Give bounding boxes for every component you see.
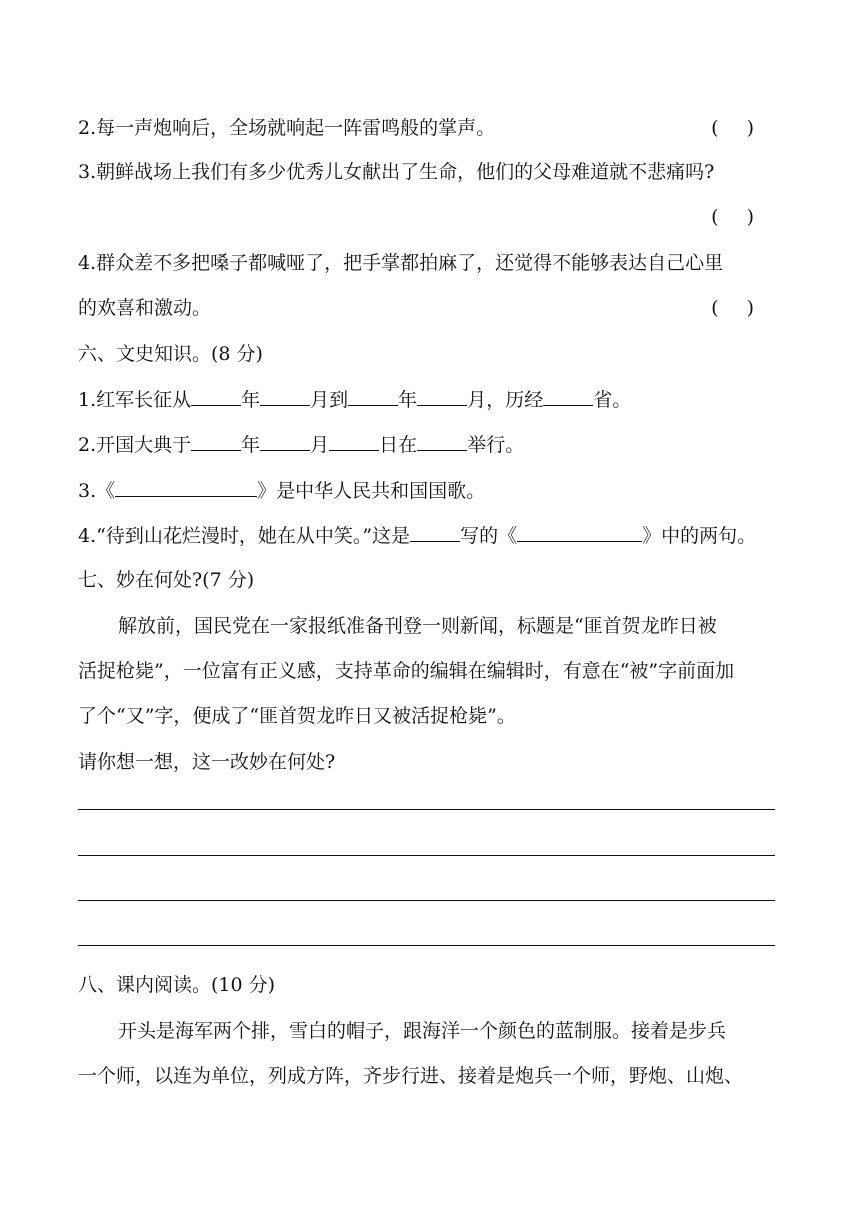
blank-ceremony-place[interactable]: [417, 432, 467, 451]
q6-2-text-a: 2.开国大典于: [78, 434, 192, 456]
blank-anthem-title[interactable]: [115, 478, 257, 497]
question-6-4: [78, 523, 782, 548]
section-6-heading: 六、文史知识。(8 分): [78, 343, 263, 365]
blank-ceremony-year[interactable]: [191, 432, 241, 451]
q6-4-text-c: 》中的两句。: [642, 525, 757, 547]
q6-1-text-c: 月到: [310, 389, 349, 411]
section-7-passage-line1: 解放前，国民党在一家报纸准备刊登一则新闻，标题是“匪首贺龙昨日被: [118, 615, 717, 637]
q6-1-text-f: 省。: [593, 389, 632, 411]
question-5-3: 3.朝鲜战场上我们有多少优秀儿女献出了生命，他们的父母难道就不悲痛吗?: [78, 161, 715, 183]
section-7-heading: 七、妙在何处?(7 分): [78, 569, 255, 591]
answer-line-1[interactable]: [78, 809, 775, 810]
section-7-prompt: 请你想一想，这一改妙在何处?: [78, 751, 336, 773]
q6-1-text-e: 月，历经: [467, 389, 544, 411]
section-8-passage-line2: 一个师，以连为单位，列成方阵，齐步行进、接着是炮兵一个师，野炮、山炮、: [78, 1065, 744, 1087]
blank-end-month[interactable]: [417, 387, 467, 406]
blank-provinces[interactable]: [543, 387, 593, 406]
q6-3-text-a: 3.《: [78, 480, 116, 502]
blank-end-year[interactable]: [348, 387, 398, 406]
q6-1-text-b: 年: [241, 389, 261, 411]
answer-paren-5-3[interactable]: (): [711, 206, 782, 228]
blank-ceremony-day[interactable]: [329, 432, 379, 451]
q6-2-text-b: 年: [241, 434, 261, 456]
q6-1-text-a: 1.红军长征从: [78, 389, 192, 411]
q6-1-text-d: 年: [398, 389, 418, 411]
blank-start-month[interactable]: [260, 387, 310, 406]
question-5-4-line2: 的欢喜和激动。: [78, 297, 212, 319]
section-8-heading: 八、课内阅读。(10 分): [78, 974, 276, 996]
answer-line-4[interactable]: [78, 945, 775, 946]
q6-2-text-d: 日在: [379, 434, 418, 456]
q6-4-text-a: 4.“待到山花烂漫时，她在从中笑。”这是: [78, 525, 411, 547]
blank-ceremony-month[interactable]: [260, 432, 310, 451]
blank-poem-title[interactable]: [517, 523, 642, 542]
q6-2-text-e: 举行。: [467, 434, 525, 456]
section-7-passage-line3: 了个“又”字，便成了“匪首贺龙昨日又被活捉枪毙”。: [78, 705, 516, 727]
q6-3-text-b: 》是中华人民共和国国歌。: [257, 480, 486, 502]
answer-paren-5-4[interactable]: (): [711, 297, 782, 319]
answer-paren-5-2[interactable]: (): [711, 117, 782, 139]
question-6-3: [78, 478, 782, 503]
question-6-2: [78, 432, 782, 457]
blank-start-year[interactable]: [191, 387, 241, 406]
answer-line-2[interactable]: [78, 855, 775, 856]
answer-line-3[interactable]: [78, 900, 775, 901]
question-5-2: 2.每一声炮响后，全场就响起一阵雷鸣般的掌声。: [78, 117, 496, 139]
q6-2-text-c: 月: [310, 434, 330, 456]
blank-poet[interactable]: [410, 523, 460, 542]
question-5-4-line1: 4.群众差不多把嗓子都喊哑了，把手掌都拍麻了，还觉得不能够表达自己心里: [78, 252, 724, 274]
q6-4-text-b: 写的《: [460, 525, 518, 547]
section-7-passage-line2: 活捉枪毙”，一位富有正义感，支持革命的编辑在编辑时，有意在“被”字前面加: [78, 660, 735, 682]
section-8-passage-line1: 开头是海军两个排，雪白的帽子，跟海洋一个颜色的蓝制服。接着是步兵: [118, 1020, 727, 1042]
question-6-1: [78, 387, 782, 412]
